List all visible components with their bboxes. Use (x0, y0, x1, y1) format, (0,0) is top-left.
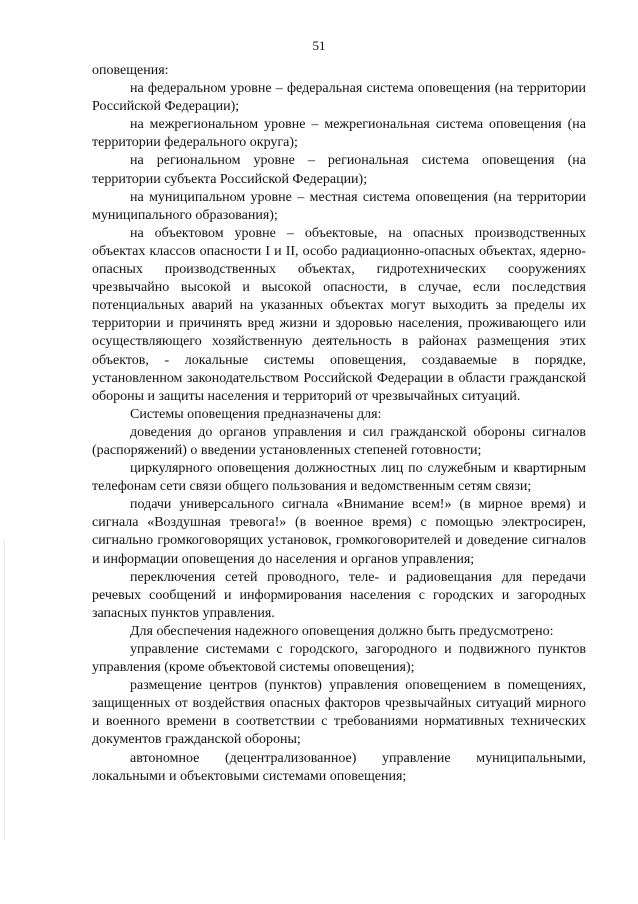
paragraph-purpose-signals: подачи универсального сигнала «Внимание всем!» (в мирное время) и сигнала «Воздушная тревога!» (в военное время) с помощью электросирен, сигнально громкоговорящих установок, громкоговорителей и доведение сигналов и информации оповещения до населения и органов управления; (92, 497, 586, 567)
paragraph-regional-level: на региональном уровне – региональная система оповещения (на территории субъекта Российской Федерации); (92, 153, 586, 187)
paragraph-federal-level: на федеральном уровне – федеральная система оповещения (на территории Российской Федерации); (92, 81, 586, 115)
paragraph-interregional-level: на межрегиональном уровне – межрегиональная система оповещения (на территории федерального округа); (92, 117, 586, 151)
scan-edge-line (4, 540, 5, 840)
paragraph-reliability-control: управление системами с городского, загородного и подвижного пунктов управления (кроме объектовой системы оповещения); (92, 642, 586, 676)
paragraph-purpose-heading: Системы оповещения предназначены для: (130, 406, 382, 422)
paragraph-reliability-autonomous: автономное (децентрализованное) управление муниципальными, локальными и объектовыми системами оповещения; (92, 750, 586, 784)
page-number: 51 (312, 38, 326, 53)
paragraph-purpose-broadcast: переключения сетей проводного, теле- и радиовещания для передачи речевых сообщений и информирования населения с городских и загородных запасных пунктов управления. (92, 569, 586, 621)
document-body (92, 62, 586, 786)
paragraph-reliability-heading: Для обеспечения надежного оповещения должно быть предусмотрено: (130, 623, 554, 639)
paragraph-purpose-readiness: доведения до органов управления и сил гражданской обороны сигналов (распоряжений) о введении установленных степеней готовности; (92, 424, 586, 458)
paragraph-purpose-circular: циркулярного оповещения должностных лиц по служебным и квартирным телефонам сети связи общего пользования и ведомственным сетям связи; (92, 461, 586, 495)
paragraph-municipal-level: на муниципальном уровне – местная система оповещения (на территории муниципального образования); (92, 189, 586, 223)
paragraph-reliability-placement: размещение центров (пунктов) управления оповещением в помещениях, защищенных от воздействия опасных факторов чрезвычайных ситуаций мирного и военного времени в соответствии с требованиями нормативных технических документов гражданской обороны; (92, 678, 586, 748)
paragraph-intro: оповещения: (92, 63, 169, 78)
paragraph-object-level: на объектовом уровне – объектовые, на опасных производственных объектах классов опасности I и II, особо радиационно-опасных объектах, ядерно-опасных производственных объектах, гидротехнических сооружениях чрезвычайно высокой и высокой опасности, в случае, если последствия потенциальных аварий на указанных объектах могут выходить за пределы их территории и причинять вред жизни и здоровью населения, проживающего или осуществляющего хозяйственную деятельность в районах размещения этих объектов, - локальные системы оповещения, создаваемые в порядке, установленном законодательством Российской Федерации в области гражданской обороны и защиты населения и территорий от чрезвычайных ситуаций. (92, 225, 586, 404)
